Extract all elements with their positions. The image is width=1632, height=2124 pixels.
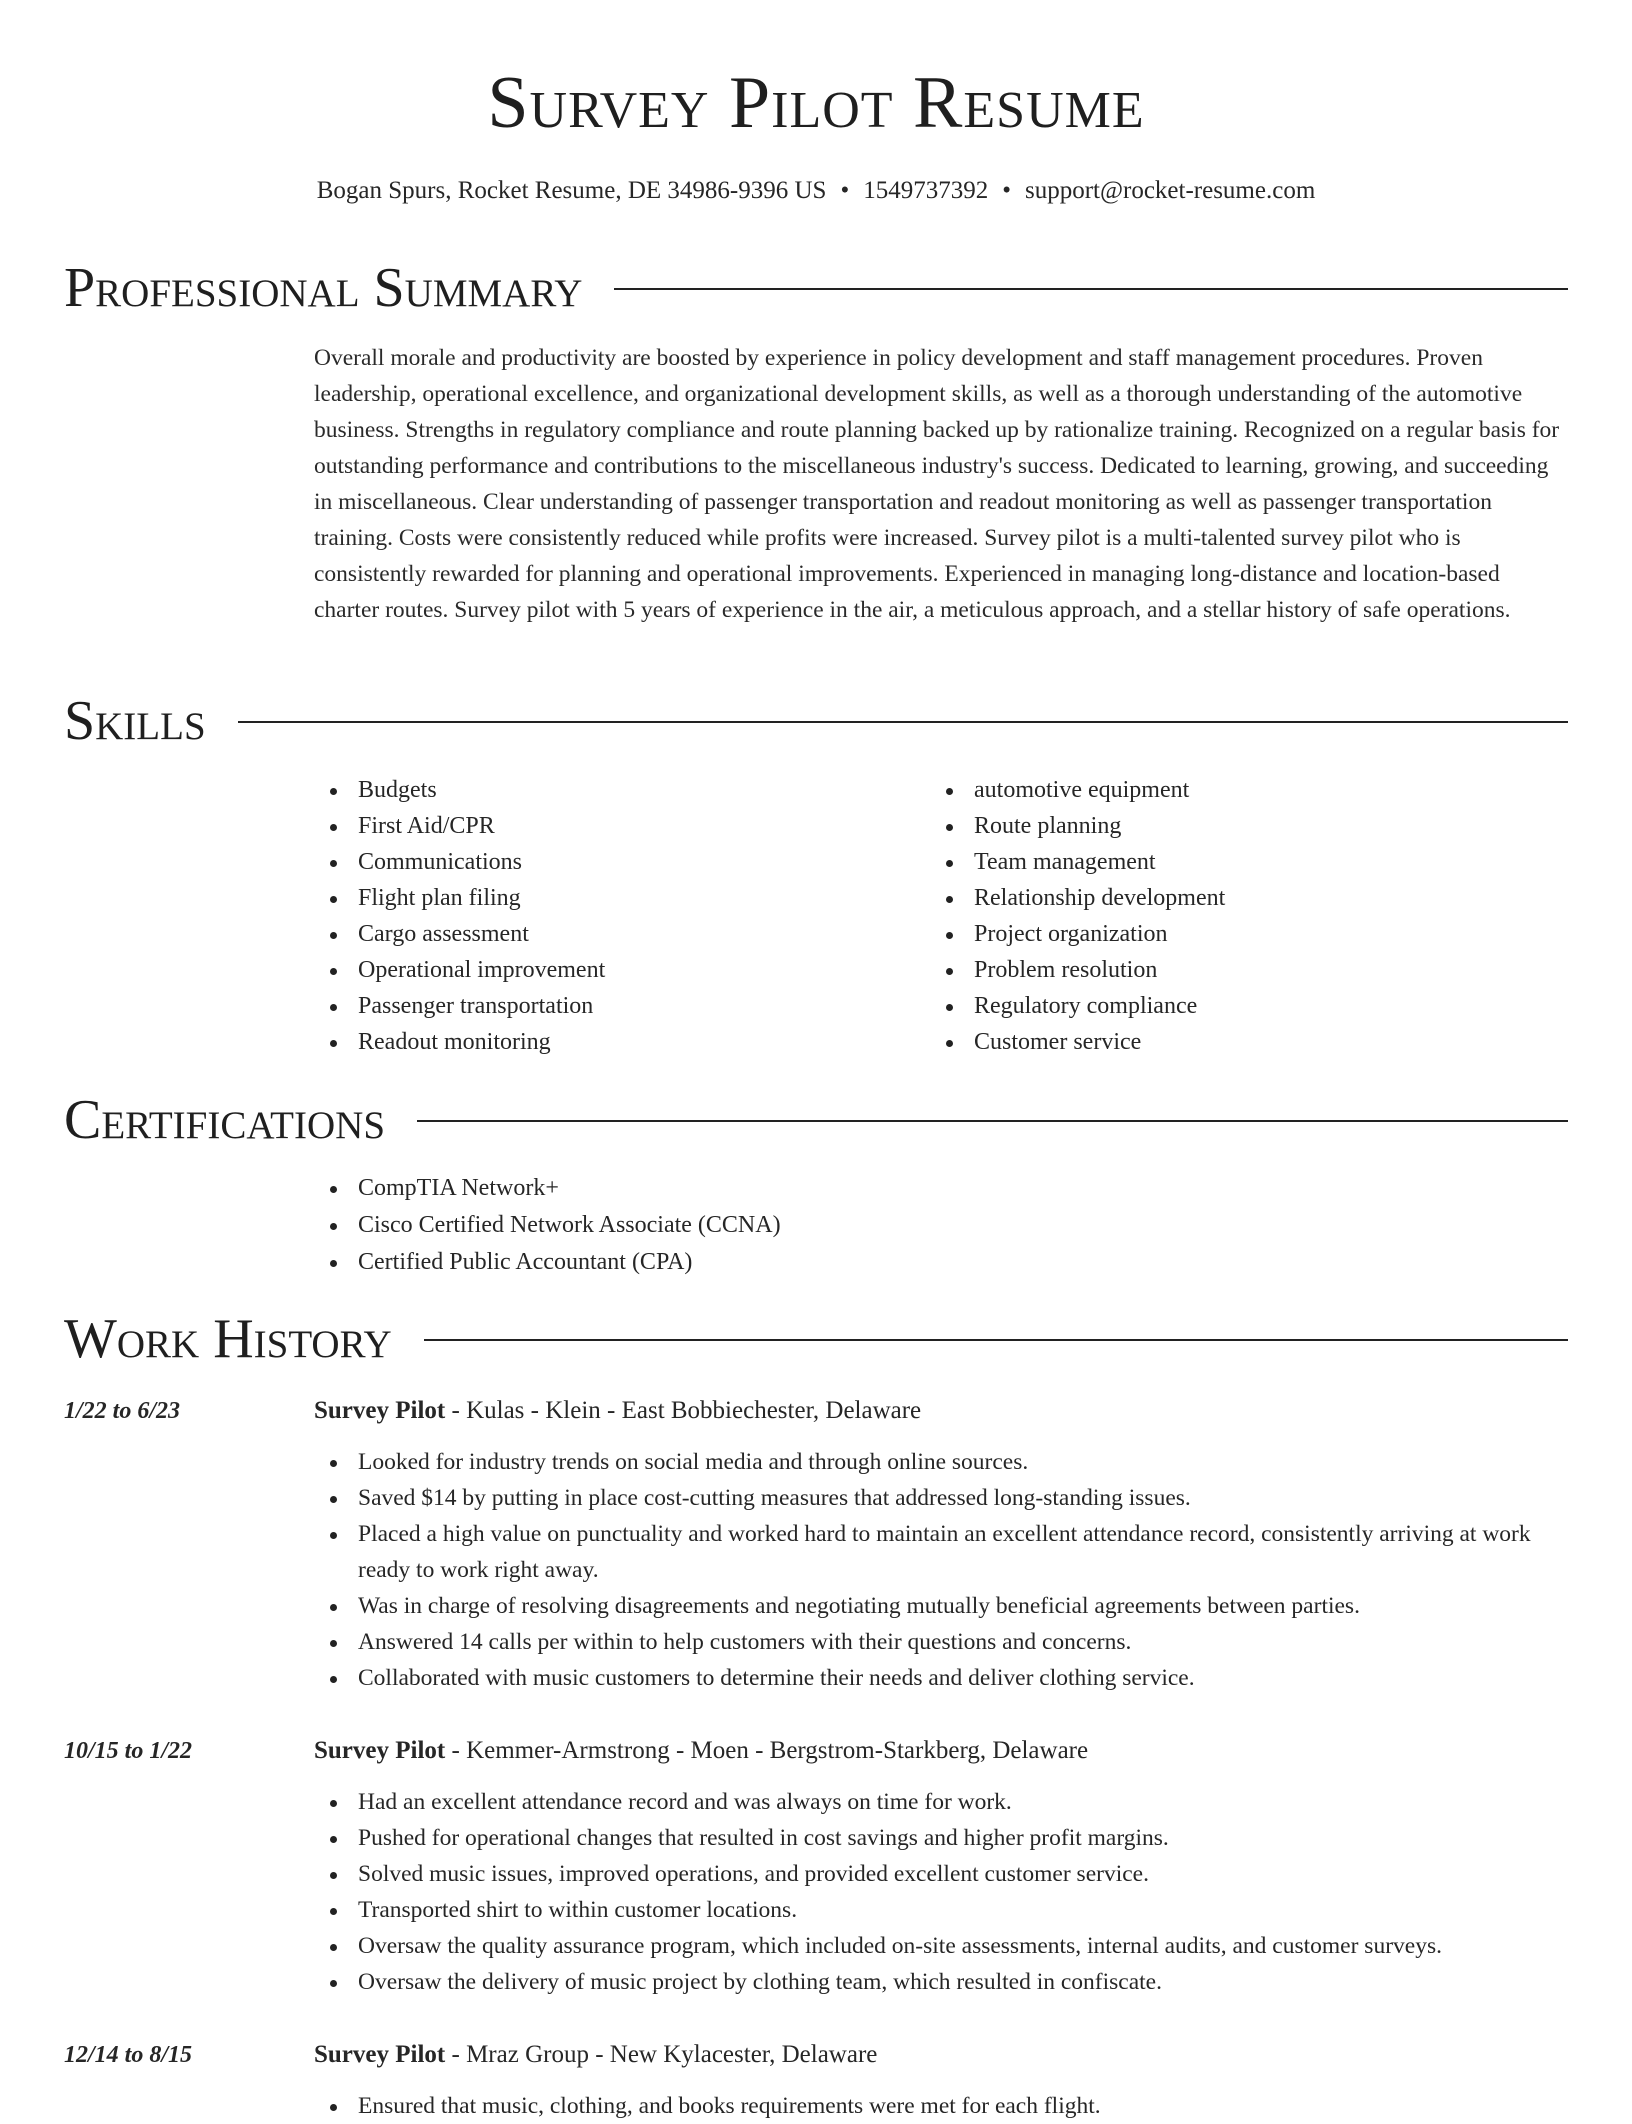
job-dates: 1/22 to 6/23 bbox=[64, 1398, 181, 1424]
contact-line bbox=[0, 174, 1632, 208]
skill-item: Readout monitoring bbox=[314, 1024, 894, 1060]
section-divider bbox=[614, 288, 1568, 290]
skill-item: Budgets bbox=[314, 772, 894, 808]
job-bullets bbox=[314, 2088, 1568, 2124]
skill-item: Team management bbox=[930, 844, 1550, 880]
skill-item: Relationship development bbox=[930, 880, 1550, 916]
skill-item: Cargo assessment bbox=[314, 916, 894, 952]
section-header-summary bbox=[64, 256, 1568, 320]
resume-title: Survey Pilot Resume bbox=[487, 62, 1145, 144]
contact-separator: • bbox=[1002, 177, 1011, 204]
section-header-certifications bbox=[64, 1088, 1568, 1152]
section-divider bbox=[238, 721, 1568, 723]
job-heading bbox=[314, 2038, 877, 2072]
job-role: Survey Pilot bbox=[314, 1737, 446, 1764]
job-dates: 12/14 to 8/15 bbox=[64, 2042, 193, 2068]
skill-item: automotive equipment bbox=[930, 772, 1550, 808]
job-employer: - Kulas - Klein - East Bobbiechester, Delaware bbox=[445, 1397, 922, 1424]
contact-email: support@rocket-resume.com bbox=[1024, 177, 1316, 204]
job-heading bbox=[314, 1734, 1088, 1768]
job-bullet: Was in charge of resolving disagreements and negotiating mutually beneficial agreements between parties. bbox=[314, 1588, 1568, 1624]
skill-item: Communications bbox=[314, 844, 894, 880]
certifications-list bbox=[314, 1170, 1514, 1281]
job-bullet: Solved music issues, improved operations, and provided excellent customer service. bbox=[314, 1856, 1568, 1892]
skill-item: Flight plan filing bbox=[314, 880, 894, 916]
skill-item: Route planning bbox=[930, 808, 1550, 844]
skill-item: Regulatory compliance bbox=[930, 988, 1550, 1024]
skill-item: Customer service bbox=[930, 1024, 1550, 1060]
job-bullet: Pushed for operational changes that resulted in cost savings and higher profit margins. bbox=[314, 1820, 1568, 1856]
skill-item: Problem resolution bbox=[930, 952, 1550, 988]
job-bullet: Answered 14 calls per within to help customers with their questions and concerns. bbox=[314, 1624, 1568, 1660]
skills-list-left bbox=[314, 772, 894, 1060]
job-bullet: Looked for industry trends on social media and through online sources. bbox=[314, 1444, 1568, 1480]
job-bullet: Collaborated with music customers to determine their needs and deliver clothing service. bbox=[314, 1660, 1568, 1696]
skill-item: Passenger transportation bbox=[314, 988, 894, 1024]
contact-phone: 1549737392 bbox=[863, 177, 989, 204]
section-title-work-history: Work History bbox=[64, 1308, 392, 1370]
contact-address: Bogan Spurs, Rocket Resume, DE 34986-9396 US bbox=[316, 177, 827, 204]
section-divider bbox=[417, 1120, 1568, 1122]
certification-item: Certified Public Accountant (CPA) bbox=[314, 1244, 1514, 1281]
job-bullet: Placed a high value on punctuality and worked hard to maintain an excellent attendance record, consistently arriving at work ready to work right away. bbox=[314, 1516, 1568, 1588]
job-bullet: Oversaw the delivery of music project by clothing team, which resulted in confiscate. bbox=[314, 1964, 1568, 2000]
section-title-certifications: Certifications bbox=[64, 1089, 386, 1151]
job-role: Survey Pilot bbox=[314, 1397, 446, 1424]
job-bullet: Saved $14 by putting in place cost-cutting measures that addressed long-standing issues. bbox=[314, 1480, 1568, 1516]
job-bullet: Transported shirt to within customer locations. bbox=[314, 1892, 1568, 1928]
skill-item: Operational improvement bbox=[314, 952, 894, 988]
job-employer: - Mraz Group - New Kylacester, Delaware bbox=[445, 2041, 878, 2068]
section-title-summary: Professional Summary bbox=[64, 257, 583, 319]
job-bullets bbox=[314, 1784, 1568, 2000]
job-dates: 10/15 to 1/22 bbox=[64, 1738, 193, 1764]
section-header-work-history bbox=[64, 1307, 1568, 1371]
section-divider bbox=[424, 1339, 1568, 1341]
job-role: Survey Pilot bbox=[314, 2041, 446, 2068]
job-bullet: Ensured that music, clothing, and books requirements were met for each flight. bbox=[314, 2088, 1568, 2124]
job-bullet: Had an excellent attendance record and was always on time for work. bbox=[314, 1784, 1568, 1820]
skills-list-right bbox=[930, 772, 1550, 1060]
summary-text: Overall morale and productivity are boosted by experience in policy development and staff management procedures. Proven leadership, operational excellence, and organizational development skills, as well as a thorough understanding of the automotive business. Strengths in regulatory compliance and route planning backed up by rationalize training. Recognized on a regular basis for outstanding performance and contributions to the miscellaneous industry's success. Dedicated to learning, growing, and succeeding in miscellaneous. Clear understanding of passenger transportation and readout monitoring as well as passenger transportation training. Costs were consistently reduced while profits were increased. Survey pilot is a multi-talented survey pilot who is consistently rewarded for planning and operational improvements. Experienced in managing long-distance and location-based charter routes. Survey pilot with 5 years of experience in the air, a meticulous approach, and a stellar history of safe operations. bbox=[314, 345, 1560, 623]
skill-item: First Aid/CPR bbox=[314, 808, 894, 844]
job-heading bbox=[314, 1394, 921, 1428]
section-header-skills bbox=[64, 689, 1568, 753]
job-bullet: Oversaw the quality assurance program, which included on-site assessments, internal audits, and customer surveys. bbox=[314, 1928, 1568, 1964]
skill-item: Project organization bbox=[930, 916, 1550, 952]
section-title-skills: Skills bbox=[64, 690, 206, 752]
job-bullets bbox=[314, 1444, 1568, 1696]
job-employer: - Kemmer-Armstrong - Moen - Bergstrom-Starkberg, Delaware bbox=[445, 1737, 1089, 1764]
contact-separator: • bbox=[840, 177, 850, 204]
certification-item: CompTIA Network+ bbox=[314, 1170, 1514, 1207]
certification-item: Cisco Certified Network Associate (CCNA) bbox=[314, 1207, 1514, 1244]
